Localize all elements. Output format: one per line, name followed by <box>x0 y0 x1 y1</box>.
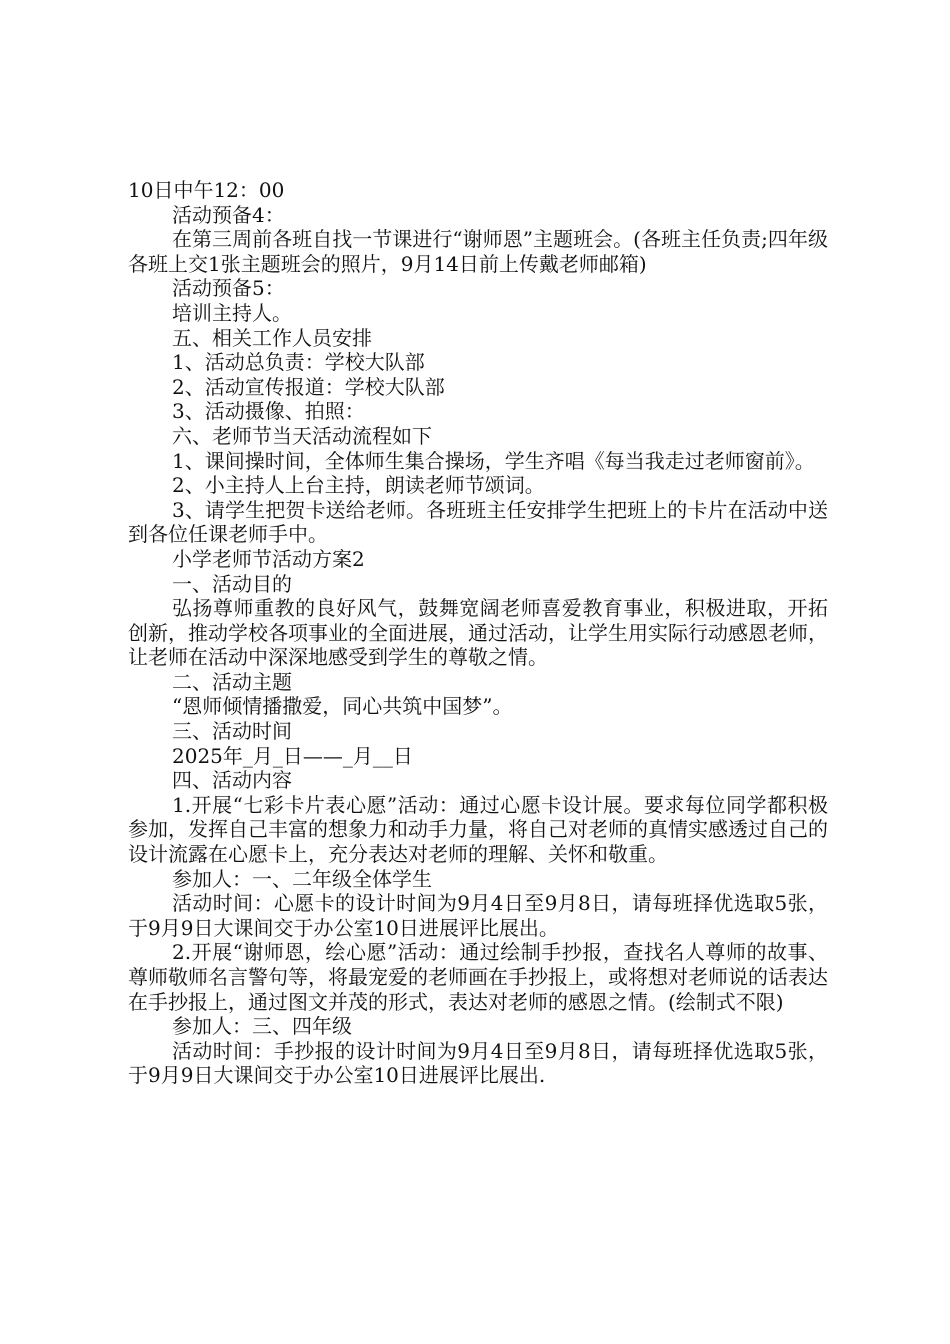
paragraph: 3、活动摄像、拍照： <box>172 399 365 424</box>
paragraph: 活动预备4： <box>172 202 285 227</box>
section-heading: 五、相关工作人员安排 <box>172 325 372 350</box>
paragraph: 活动时间：心愿卡的设计时间为9月4日至9月8日，请每班择优选取5张，于9月9日大课间交于办公室10日进展评比展出。 <box>128 891 828 940</box>
paragraph: 培训主持人。 <box>172 300 292 325</box>
paragraph: 1.开展“七彩卡片表心愿”活动：通过心愿卡设计展。要求每位同学都积极参加，发挥自己丰富的想象力和动手力量，将自己对老师的真情实感透过自己的设计流露在心愿卡上，充分表达对老师的理解、关怀和敬重。 <box>128 792 828 867</box>
paragraph: 参加人：一、二年级全体学生 <box>172 866 432 891</box>
section-heading: 一、活动目的 <box>172 571 292 596</box>
paragraph: 3、请学生把贺卡送给老师。各班班主任安排学生把班上的卡片在活动中送到各位任课老师手中。 <box>128 497 828 547</box>
section-heading: 四、活动内容 <box>172 768 292 793</box>
document-body <box>128 178 828 1088</box>
section-heading: 二、活动主题 <box>172 669 292 694</box>
paragraph: 活动预备5： <box>172 276 285 301</box>
paragraph: 活动时间：手抄报的设计时间为9月4日至9月8日，请每班择优选取5张，于9月9日大课间交于办公室10日进展评比展出. <box>128 1038 828 1088</box>
paragraph: 10日中午12：00 <box>128 178 285 202</box>
paragraph: “恩师倾情播撒爱，同心共筑中国梦”。 <box>172 694 513 719</box>
section-heading: 六、老师节当天活动流程如下 <box>172 423 432 448</box>
paragraph: 在第三周前各班自找一节课进行“谢师恩”主题班会。(各班主任负责;四年级各班上交1张主题班会的照片，9月14日前上传戴老师邮箱) <box>128 227 828 276</box>
paragraph: 1、课间操时间，全体师生集合操场，学生齐唱《每当我走过老师窗前》。 <box>172 448 815 473</box>
paragraph: 弘扬尊师重教的良好风气，鼓舞宽阔老师喜爱教育事业，积极进取，开拓创新，推动学校各项事业的全面进展，通过活动，让学生用实际行动感恩老师，让老师在活动中深深地感受到学生的尊敬之情。 <box>128 596 828 670</box>
paragraph: 2.开展“谢师恩，绘心愿”活动：通过绘制手抄报，查找名人尊师的故事、尊师敬师名言警句等，将最宠爱的老师画在手抄报上，或将想对老师说的话表达在手抄报上，通过图文并茂的形式，表达对老师的感恩之情。(绘制式不限) <box>128 940 828 1014</box>
paragraph: 2、活动宣传报道：学校大队部 <box>172 374 445 399</box>
document-title: 小学老师节活动方案2 <box>172 546 365 571</box>
paragraph: 2025年_月_日——_月__日 <box>172 743 413 768</box>
paragraph: 2、小主持人上台主持，朗读老师节颂词。 <box>172 473 545 498</box>
section-heading: 三、活动时间 <box>172 719 292 744</box>
paragraph: 1、活动总负责：学校大队部 <box>172 350 425 375</box>
paragraph: 参加人：三、四年级 <box>172 1014 352 1039</box>
